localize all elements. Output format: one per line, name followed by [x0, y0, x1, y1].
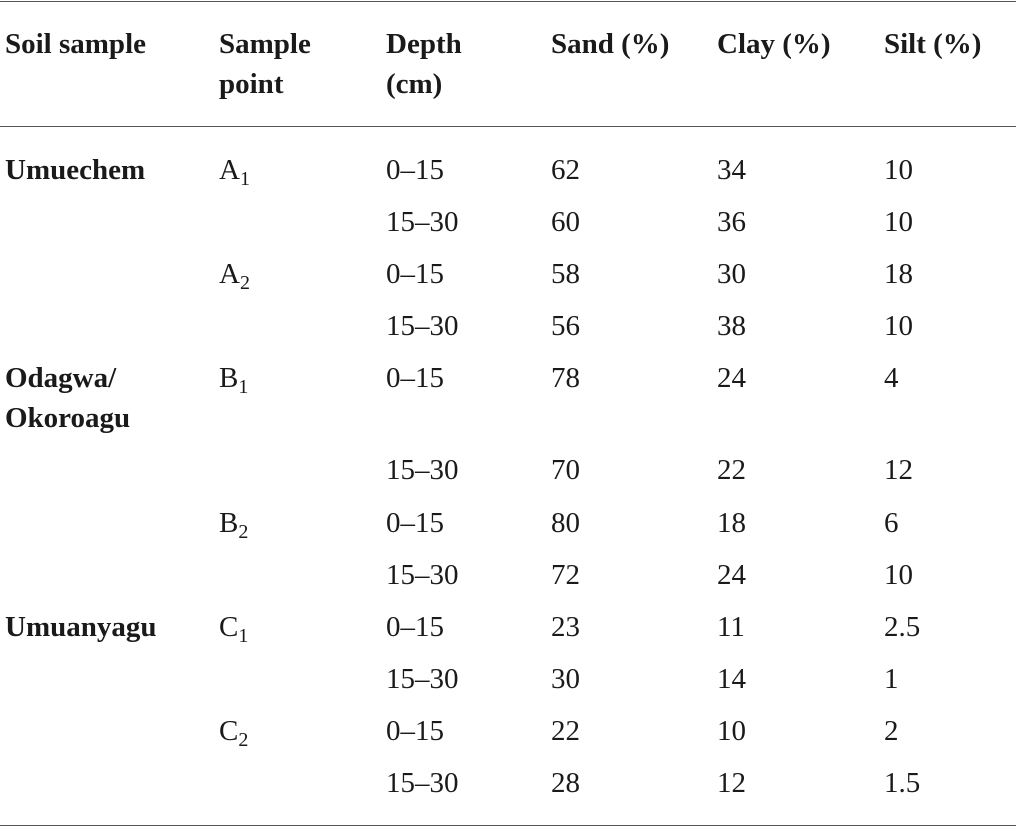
sand-cell: 30 [551, 663, 580, 695]
depth-cell: 15–30 [386, 454, 459, 486]
column-header: Soil sample [5, 28, 146, 60]
column-header: Depth [386, 28, 462, 60]
sample-point [219, 150, 250, 190]
silt-cell: 12 [884, 454, 913, 486]
clay-cell: 11 [717, 611, 745, 643]
sample-point-letter: B [219, 507, 239, 539]
sample-point-subscript: 2 [238, 729, 249, 751]
sample-point-letter: A [219, 154, 240, 186]
sample-point [219, 358, 248, 398]
silt-cell: 1 [884, 663, 899, 695]
depth-cell: 0–15 [386, 611, 444, 643]
column-header: Sand (%) [551, 28, 670, 60]
sample-point-subscript: 1 [238, 376, 249, 398]
table-bottom-rule [0, 825, 1016, 826]
clay-cell: 34 [717, 154, 746, 186]
column-header-line2: point [219, 68, 284, 100]
clay-cell: 12 [717, 767, 746, 799]
clay-cell: 10 [717, 715, 746, 747]
clay-cell: 18 [717, 507, 746, 539]
sand-cell: 70 [551, 454, 580, 486]
soil-sample-name: Odagwa/ [5, 362, 117, 394]
sample-point-letter: C [219, 611, 239, 643]
sample-point [219, 711, 248, 751]
silt-cell: 10 [884, 559, 913, 591]
silt-cell: 4 [884, 362, 899, 394]
clay-cell: 36 [717, 206, 746, 238]
table-top-rule [0, 1, 1016, 2]
depth-cell: 15–30 [386, 559, 459, 591]
soil-sample-name: Umuechem [5, 154, 146, 186]
silt-cell: 1.5 [884, 767, 921, 799]
depth-cell: 15–30 [386, 310, 459, 342]
clay-cell: 38 [717, 310, 746, 342]
sand-cell: 22 [551, 715, 580, 747]
sample-point-subscript: 1 [239, 168, 250, 190]
soil-sample-name-line2: Okoroagu [5, 402, 131, 434]
sand-cell: 78 [551, 362, 580, 394]
silt-cell: 10 [884, 206, 913, 238]
depth-cell: 15–30 [386, 767, 459, 799]
silt-cell: 2.5 [884, 611, 921, 643]
sample-point-letter: A [219, 258, 240, 290]
sample-point-subscript: 2 [239, 272, 250, 294]
sample-point [219, 607, 248, 647]
sample-point-letter: C [219, 715, 239, 747]
clay-cell: 30 [717, 258, 746, 290]
depth-cell: 0–15 [386, 362, 444, 394]
depth-cell: 0–15 [386, 258, 444, 290]
depth-cell: 15–30 [386, 206, 459, 238]
depth-cell: 0–15 [386, 715, 444, 747]
silt-cell: 2 [884, 715, 899, 747]
depth-cell: 0–15 [386, 154, 444, 186]
column-header: Silt (%) [884, 28, 982, 60]
sand-cell: 23 [551, 611, 580, 643]
sand-cell: 56 [551, 310, 580, 342]
silt-cell: 6 [884, 507, 899, 539]
sand-cell: 58 [551, 258, 580, 290]
sand-cell: 80 [551, 507, 580, 539]
clay-cell: 22 [717, 454, 746, 486]
column-header: Sample [219, 28, 311, 60]
sand-cell: 72 [551, 559, 580, 591]
sand-cell: 60 [551, 206, 580, 238]
depth-cell: 0–15 [386, 507, 444, 539]
silt-cell: 10 [884, 154, 913, 186]
sample-point-subscript: 2 [238, 521, 249, 543]
clay-cell: 14 [717, 663, 746, 695]
sand-cell: 28 [551, 767, 580, 799]
sample-point [219, 503, 248, 543]
sample-point-subscript: 1 [238, 625, 249, 647]
clay-cell: 24 [717, 559, 746, 591]
sample-point [219, 254, 250, 294]
sand-cell: 62 [551, 154, 580, 186]
silt-cell: 10 [884, 310, 913, 342]
table-header-rule [0, 126, 1016, 127]
column-header: Clay (%) [717, 28, 831, 60]
sample-point-letter: B [219, 362, 239, 394]
clay-cell: 24 [717, 362, 746, 394]
silt-cell: 18 [884, 258, 913, 290]
soil-sample-name: Umuanyagu [5, 611, 157, 643]
depth-cell: 15–30 [386, 663, 459, 695]
column-header-line2: (cm) [386, 68, 443, 100]
